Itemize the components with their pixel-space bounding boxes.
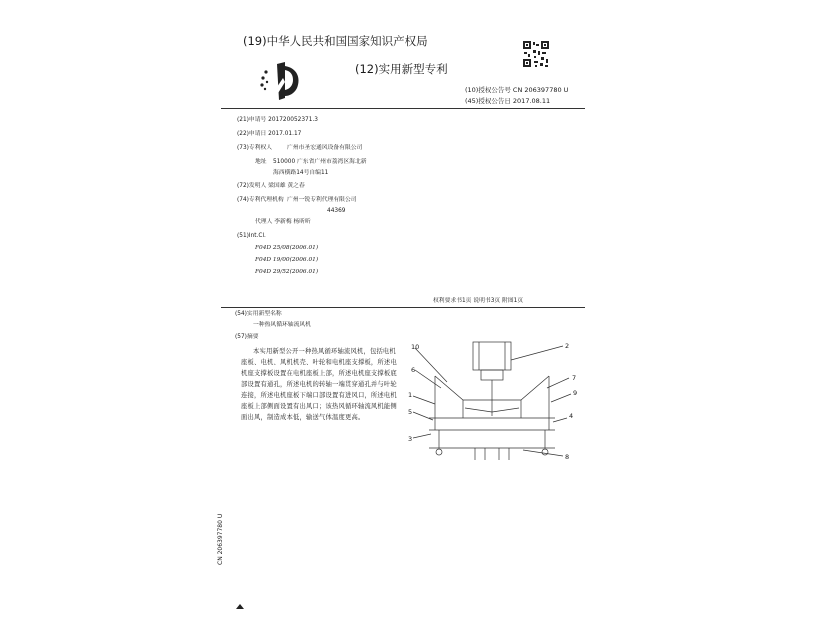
figure-label-5: 5	[408, 408, 413, 416]
address-label: 地址	[255, 159, 267, 165]
inventors: (72)发明人 梁国雄 黄之春	[237, 183, 305, 189]
office-name: (19)中华人民共和国国家知识产权局	[243, 34, 428, 48]
figure-label-4: 4	[569, 412, 574, 420]
abstract-text: 本实用新型公开一种热风循环轴流风机，包括电机座板、电机、风机机壳、叶轮和电机座支撑板，所述电机座支撑板设置在电机座板上部，所述电机座支撑板底部设置有通孔，所述电机的转轴一端贯穿通孔并与叶轮连接，所述电机座板下端口部设置有进风口，所述电机座板上部侧面设置有出风口；该热风循环轴流风机能侧面出风，制造成本低，输送气体温度更高。	[241, 348, 397, 421]
fan-drawing	[405, 338, 580, 463]
figure-label-1: 1	[408, 391, 413, 399]
filing-date: (22)申请日 2017.01.17	[237, 131, 302, 137]
header-divider	[221, 108, 585, 109]
agency-name: 广州一锐专利代理有限公司	[287, 197, 357, 203]
ipc-class-2: F04D 19/00(2006.01)	[255, 257, 319, 263]
address-line-2: 海西横路14号自编11	[273, 170, 329, 176]
ipc-title: (51)Int.Cl.	[237, 233, 266, 239]
agency-code: 44369	[327, 208, 346, 214]
patentee-label: (73)专利权人	[237, 145, 273, 151]
scan-mark-icon	[235, 603, 245, 611]
publication-number: (10)授权公告号 CN 206397780 U	[465, 86, 569, 94]
patent-page	[205, 20, 585, 620]
figure-label-8: 8	[565, 453, 570, 461]
ipc-class-1: F04D 25/08(2006.01)	[255, 245, 319, 251]
pages-note: 权利要求书1页 说明书3页 附图1页	[433, 298, 524, 304]
agency-label: (74)专利代理机构	[237, 197, 284, 203]
figure-label-7: 7	[572, 374, 577, 382]
agent-names: 代理人 李新梅 杨昕昕	[255, 219, 311, 225]
ipc-class-3: F04D 29/52(2006.01)	[255, 269, 319, 275]
cnipa-logo-icon	[257, 58, 305, 104]
side-publication-number: CN 206397780 U	[217, 513, 224, 565]
address-line-1: 510000 广东省广州市荔湾区海北新	[273, 159, 367, 165]
qr-code-icon	[522, 40, 550, 68]
figure-label-2: 2	[565, 342, 570, 350]
figure-label-3: 3	[408, 435, 413, 443]
patentee-name: 广州市圣宏通风设备有限公司	[287, 145, 363, 151]
document-type: (12)实用新型专利	[355, 62, 448, 76]
publication-date: (45)授权公告日 2017.08.11	[465, 97, 551, 105]
figure-label-10: 10	[411, 343, 420, 351]
figure-label-6: 6	[411, 366, 416, 374]
abstract-label: (57)摘要	[235, 334, 259, 340]
utility-model-title: 一种热风循环轴流风机	[253, 322, 311, 328]
title-label: (54)实用新型名称	[235, 311, 282, 317]
figure-label-9: 9	[573, 389, 578, 397]
abstract-divider	[221, 307, 585, 308]
application-number: (21)申请号 201720052371.3	[237, 117, 318, 123]
